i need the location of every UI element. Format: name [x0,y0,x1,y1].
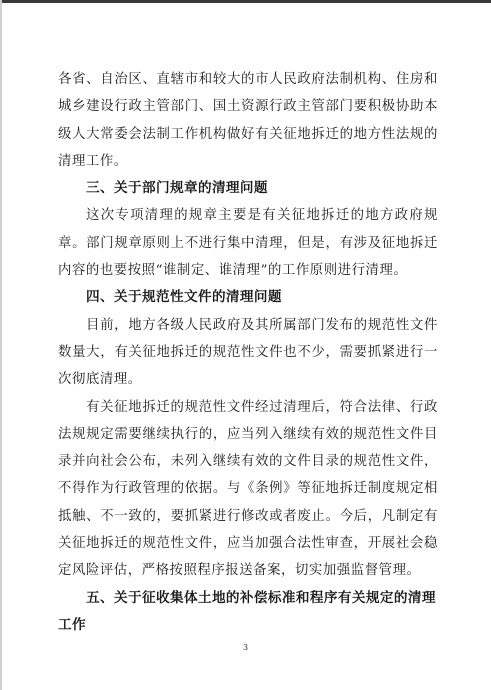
paragraph-normative-documents-handling: 有关征地拆迁的规范性文件经过清理后，符合法律、行政法规规定需要继续执行的，应当列入继续有效的规范性文件目录并向社会公布，未列入继续有效的文件目录的规范性文件，不得作为行政管理的依据。与《条例》等征地拆迁制度规定相抵触、不一致的，要抓紧进行修改或者废止。今后，凡制定有关征地拆迁的规范性文件，应当加强合法性审查，开展社会稳定风险评估，严格按照程序报送备案，切实加强监督管理。 [58,399,438,579]
heading-collective-land-compensation: 五、关于征收集体土地的补偿标准和程序有关规定的清理工作 [58,589,436,633]
heading-department-rules: 三、关于部门规章的清理问题 [86,180,268,197]
paragraph-normative-documents-overview: 目前，地方各级人民政府及其所属部门发布的规范性文件数量大，有关征地拆迁的规范性文件也不少，需要抓紧进行一次彻底清理。 [58,317,438,388]
document-body [58,66,438,639]
scan-edge-top [0,0,491,3]
paragraph-department-rules: 这次专项清理的规章主要是有关征地拆迁的地方政府规章。部门规章原则上不进行集中清理，但是，有涉及征地拆迁内容的也要按照“谁制定、谁清理”的工作原则进行清理。 [58,208,438,279]
scan-edge-left [0,0,2,690]
heading-normative-documents: 四、关于规范性文件的清理问题 [86,289,282,306]
paragraph-local-legislation: 各省、自治区、直辖市和较大的市人民政府法制机构、住房和城乡建设行政主管部门、国土资源行政主管部门要积极协助本级人大常委会法制工作机构做好有关征地拆迁的地方性法规的清理工作。 [58,72,438,169]
page-number: 3 [242,643,249,652]
